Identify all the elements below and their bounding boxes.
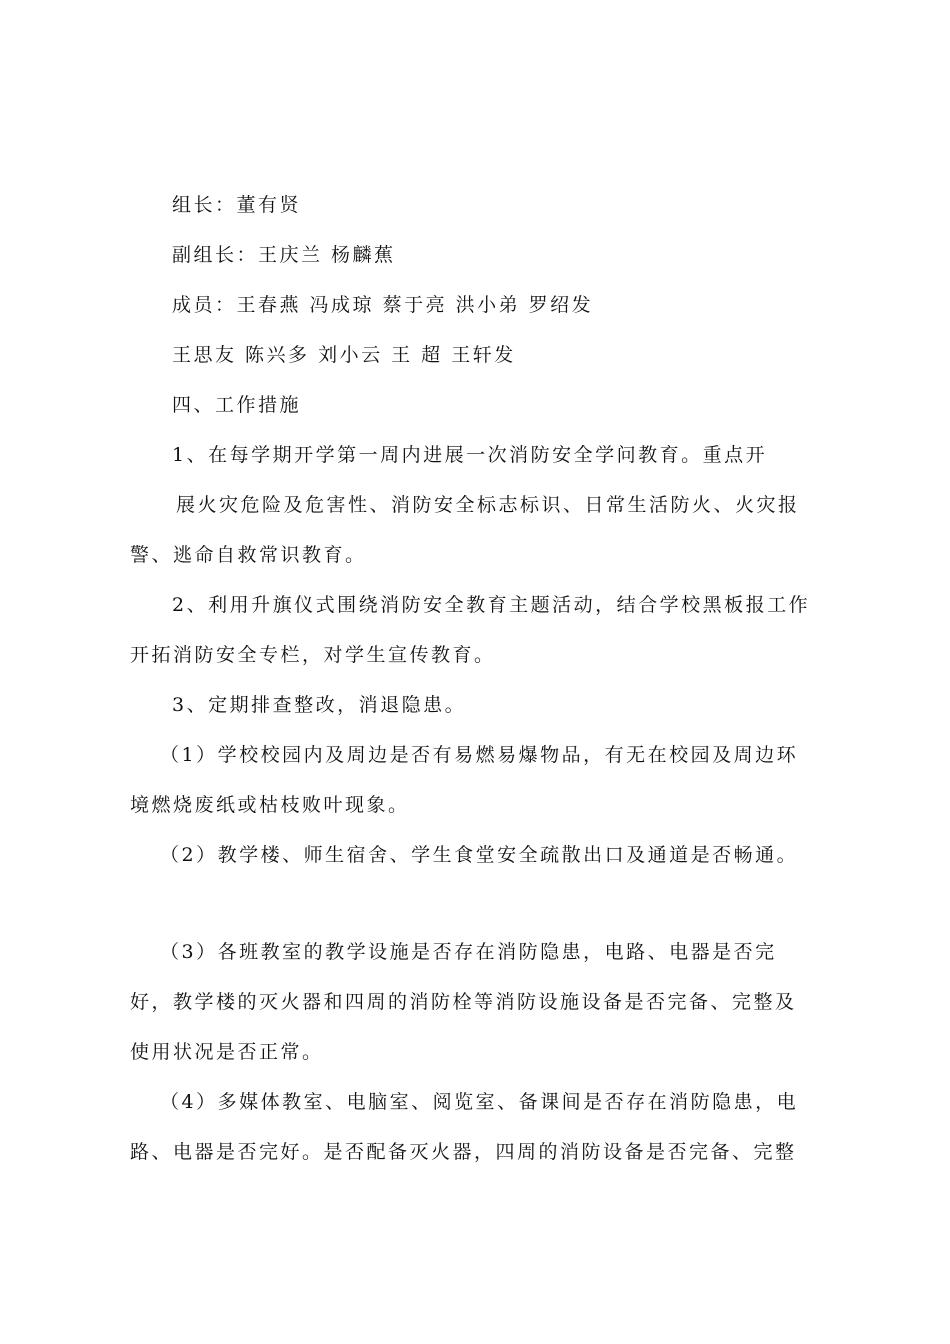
paragraph-line: 好，教学楼的灭火器和四周的消防栓等消防设施设备是否完备、完整及 (130, 991, 797, 1013)
paragraph-line: （4）多媒体教室、电脑室、阅览室、备课间是否存在消防隐患，电 (160, 1091, 799, 1113)
group-leader-line: 组长：董有贤 (172, 194, 302, 216)
paragraph-line: 开拓消防安全专栏，对学生宣传教育。 (130, 644, 496, 666)
paragraph-line: （2）教学楼、师生宿舍、学生食堂安全疏散出口及通道是否畅通。 (160, 844, 799, 866)
section-heading: 四、工作措施 (172, 394, 302, 416)
paragraph-line: 1、在每学期开学第一周内进展一次消防安全学问教育。重点开 (172, 444, 768, 466)
paragraph-line: （3）各班教室的教学设施是否存在消防隐患，电路、电器是否完 (160, 941, 777, 963)
paragraph-line: 使用状况是否正常。 (130, 1041, 324, 1063)
members-line-2: 王思友 陈兴多 刘小云 王 超 王轩发 (172, 344, 516, 366)
paragraph-line: 路、电器是否完好。是否配备灭火器，四周的消防设备是否完备、完整 (130, 1141, 797, 1163)
paragraph-line: 3、定期排查整改，消退隐患。 (172, 694, 467, 716)
paragraph-line: 展火灾危险及危害性、消防安全标志标识、日常生活防火、火灾报 (176, 494, 800, 516)
paragraph-line: 2、利用升旗仪式围绕消防安全教育主题活动，结合学校黑板报工作 (172, 594, 811, 616)
paragraph-line: （1）学校校园内及周边是否有易燃易爆物品，有无在校园及周边环 (160, 744, 799, 766)
deputy-leader-line: 副组长：王庆兰 杨麟蕉 (172, 244, 396, 266)
members-line: 成员：王春燕 冯成琼 蔡于亮 洪小弟 罗绍发 (172, 294, 594, 316)
paragraph-line: 境燃烧废纸或枯枝败叶现象。 (130, 794, 410, 816)
paragraph-line: 警、逃命自救常识教育。 (130, 544, 367, 566)
